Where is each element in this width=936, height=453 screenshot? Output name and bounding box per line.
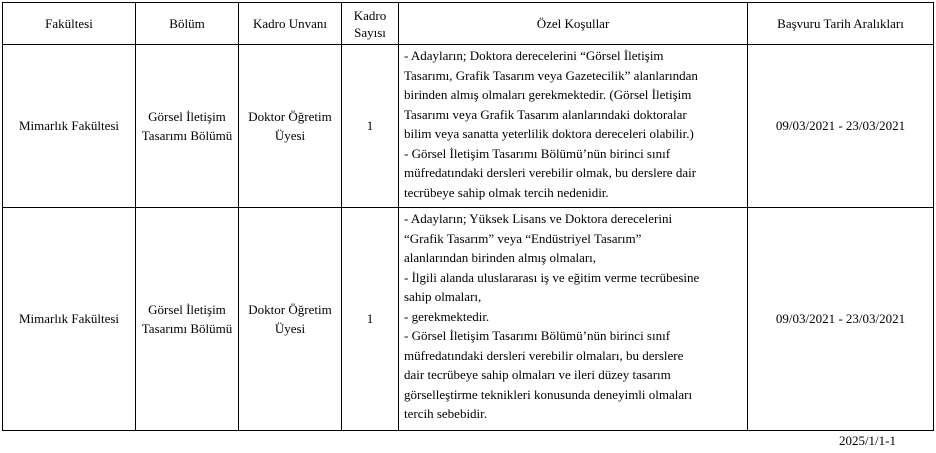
condition-line: sahip olmaları, xyxy=(404,289,482,304)
condition-line: dair tecrübeye sahip olmaları ve ileri düzey tasarım xyxy=(404,367,671,382)
condition-line: müfredatındaki dersleri verebilir olmaları, bu derslere xyxy=(404,347,684,363)
condition-line: görselleştirme teknikleri konusunda deneyimli olmaları xyxy=(404,386,693,402)
cell-basvuru: 09/03/2021 - 23/03/2021 xyxy=(748,45,934,208)
condition-line: Tasarımı veya Grafik Tasarım alanlarındaki doktoralar xyxy=(404,106,687,122)
condition-line: bilim veya sanatta yeterlilik doktora dereceleri olabilir.) xyxy=(404,126,694,141)
condition-line: müfredatındaki dersleri verebilir olmak, bu derslere dair xyxy=(404,165,697,180)
table-row xyxy=(3,208,934,431)
condition-line: - Adayların; Yüksek Lisans ve Doktora derecelerini xyxy=(404,211,673,226)
document-reference: 2025/1/1-1 xyxy=(838,433,896,448)
cell-kadro-sayisi: 1 xyxy=(342,45,399,208)
condition-line: birinden almış olmaları gerekmektedir. (Görsel İletişim xyxy=(404,87,692,102)
header-kadro-unvani: Kadro Unvanı xyxy=(239,3,342,45)
header-ozel-kosullar: Özel Koşullar xyxy=(399,3,748,45)
condition-line: - gerekmektedir. xyxy=(404,308,490,324)
header-kadro-sayisi: Kadro Sayısı xyxy=(342,3,399,45)
header-bolum: Bölüm xyxy=(136,3,239,45)
header-fakulte: Fakültesi xyxy=(3,3,136,45)
cell-fakulte: Mimarlık Fakültesi xyxy=(3,45,136,208)
condition-line: - Görsel İletişim Tasarımı Bölümü’nün birinci sınıf xyxy=(404,145,671,161)
condition-line: tecrübeye sahip olmak tercih nedenidir. xyxy=(404,184,609,200)
positions-table xyxy=(2,2,934,431)
condition-line: - Adayların; Doktora derecelerini “Görsel İletişim xyxy=(404,48,664,63)
condition-line: - Görsel İletişim Tasarımı Bölümü’nün birinci sınıf xyxy=(404,328,671,343)
cell-bolum: Görsel İletişim Tasarımı Bölümü xyxy=(136,45,239,208)
table-header-row xyxy=(3,3,934,45)
cell-ozel-kosullar xyxy=(399,208,748,431)
cell-fakulte: Mimarlık Fakültesi xyxy=(3,208,136,431)
cell-bolum: Görsel İletişim Tasarımı Bölümü xyxy=(136,208,239,431)
condition-line: “Grafik Tasarım” veya “Endüstriyel Tasarım” xyxy=(404,230,642,246)
cell-kadro-sayisi: 1 xyxy=(342,208,399,431)
condition-line: Tasarımı, Grafik Tasarım veya Gazetecilik” alanlarından xyxy=(404,67,698,83)
header-basvuru: Başvuru Tarih Aralıkları xyxy=(748,3,934,45)
cell-basvuru: 09/03/2021 - 23/03/2021 xyxy=(748,208,934,431)
condition-line: - İlgili alanda uluslararası iş ve eğitim verme tecrübesine xyxy=(404,269,700,285)
cell-kadro-unvani: Doktor Öğretim Üyesi xyxy=(239,208,342,431)
condition-line: tercih sebebidir. xyxy=(404,406,488,421)
condition-line: alanlarından birinden almış olmaları, xyxy=(404,250,597,265)
cell-kadro-unvani: Doktor Öğretim Üyesi xyxy=(239,45,342,208)
table-row xyxy=(3,45,934,208)
cell-ozel-kosullar xyxy=(399,45,748,208)
